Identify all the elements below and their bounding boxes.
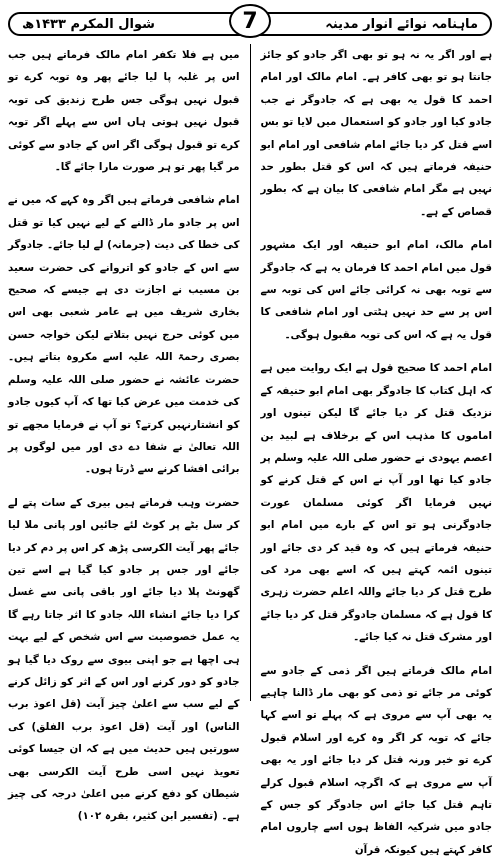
paragraph: امام مالک فرماتے ہیں اگر ذمی کے جادو سے کوئی مر جائے تو ذمی کو بھی مار ڈالنا چاہیے یہ بھی آپ سے مروی ہے کہ پہلے تو اسے کہا جائے کہ توبہ کر اگر وہ کرے اور اسلام قبول کرے تو خیر ورنہ قتل کر دیا جائے اور یہ بھی آپ سے مروی ہے کہ اگرچہ اسلام قبول کرلے تاہم قتل کیا جائے اس جادوگر کو جس کے جادو میں شرکیہ الفاظ ہوں اسے چاروں امام کافر کہتے ہیں کیونکہ قرآن: [260, 664, 492, 856]
paragraph: حضرت وہب فرماتے ہیں بیری کے سات پتے لے کر سل بٹے پر کوٹ لئے جائیں اور پانی ملا لیا جائے پھر آیت الکرسی پڑھ کر اس پر دم کر دیا جائے اور جس پر جادو کیا گیا ہے اسے تین گھونٹ پلا دیا جائے اور باقی پانی سے غسل کرا دیا جائے انشاء اللہ جادو کا اثر جاتا رہے گا یہ عمل خصوصیت سے اس شخص کے لیے بہت ہی اچھا ہے جو اپنی بیوی سے روک دیا گیا ہو جادو کو دور کرنے اور اس کے اثر کو زائل کرنے کے لیے سب سے اعلیٰ چیز آیت (قل اعوذ برب الناس) اور آیت (قل اعوذ برب الفلق) کی سورتیں ہیں حدیث میں ہے کہ ان جیسا کوئی تعویذ نہیں اسی طرح آیت الکرسی بھی شیطان کو دفع کرنے میں اعلیٰ درجہ کی چیز ہے۔ (تفسیر ابن کثیر، بقرہ ۱۰۲): [8, 496, 240, 823]
paragraph: امام مالک، امام ابو حنیفہ اور ایک مشہور قول میں امام احمد کا فرمان یہ ہے کہ جادوگر سے توبہ بھی نہ کرائی جائے اس کی توبہ سے اس پر سے حد نہیں ہٹتی اور امام شافعی کا قول یہ ہے کہ اس کی توبہ مقبول ہوگی۔: [260, 239, 492, 341]
paragraph: ہے اور اگر یہ نہ ہو تو بھی اگر جادو کو جائز جانتا ہو تو بھی کافر ہے۔ امام مالک اور امام احمد کا قول یہ بھی ہے کہ جادوگر نے جب جادو کیا اور جادو کو استعمال میں لایا تو بس اسے قتل کر دیا جائے امام شافعی اور امام ابو حنیفہ فرماتے ہیں کہ اس کو قتل بطور حد نہیں ہے مگر امام شافعی کا بیان ہے کہ بطور قصاص کے ہے۔: [260, 49, 492, 218]
article-columns: [7, 44, 492, 856]
issue-date: شوال المکرم ۱۴۳۳ھ: [22, 16, 155, 32]
column-divider: [250, 44, 251, 701]
left-column: [7, 44, 240, 823]
page-number: 7: [229, 4, 271, 38]
page-header: [8, 4, 492, 40]
paragraph: امام شافعی فرماتے ہیں اگر وہ کہے کہ میں نے اس پر جادو مار ڈالنے کے لیے نہیں کیا تو قتل کی خطا کی دیت (جرمانہ) لے لیا جائے۔ جادوگر سے اس کے جادو کو اتروانے کی حضرت سعید بن مسیب نے اجازت دی ہے جیسے کہ صحیح بخاری شریف میں ہے عامر شعبی بھی اس میں کوئی حرج نہیں بتلاتے لیکن خواجہ حسن بصری رحمۃ اللہ علیہ اسے مکروہ بتاتے ہیں۔ حضرت عائشہ نے حضور صلی اللہ علیہ وسلم کی خدمت میں عرض کیا تھا کہ آپ کیوں جادو کو انشتارنہیں کرتے؟ تو آپ نے فرمایا مجھے تو اللہ تعالیٰ نے شفا دے دی اور میں لوگوں پر برائی افشا کرنے سے ڈرتا ہوں۔: [7, 194, 240, 476]
right-column: [260, 44, 493, 856]
paragraph: میں ہے فلا تکفر امام مالک فرماتے ہیں جب اس پر غلبہ پا لیا جائے پھر وہ توبہ کرے تو قبول نہیں ہوگی جس طرح زندیق کی توبہ قبول نہیں ہوتی ہاں اس سے پہلے اگر توبہ کرے تو قبول ہوگی اگر اس کے جادو سے کوئی مر گیا پھر تو ہر صورت مارا جائے گا۔: [8, 49, 240, 174]
magazine-title: ماہنامہ نوائے انوار مدینہ: [325, 16, 478, 32]
paragraph: امام احمد کا صحیح قول ہے ایک روایت میں ہے کہ اہل کتاب کا جادوگر بھی امام ابو حنیفہ کے نزدیک قتل کر دیا جائے گا لیکن تینوں اور اماموں کا مذہب اس کے برخلاف ہے لبید بن اعصم یہودی نے حضور صلی اللہ علیہ وسلم پر جادو کیا تھا اور آپ نے اس کے قتل کرنے کو نہیں فرمایا اگر کوئی مسلمان عورت جادوگرنی ہو تو اس کے بارے میں امام ابو حنیفہ فرماتے ہیں کہ وہ قید کر دی جائے اور تینوں ائمہ کہتے ہیں کہ اسے بھی مرد کی طرح قتل کر دیا جائے واللہ اعلم حضرت زہری کا قول ہے کہ مسلمان جادوگر قتل کر دیا جائے اور مشرک قتل نہ کیا جائے۔: [260, 362, 492, 644]
